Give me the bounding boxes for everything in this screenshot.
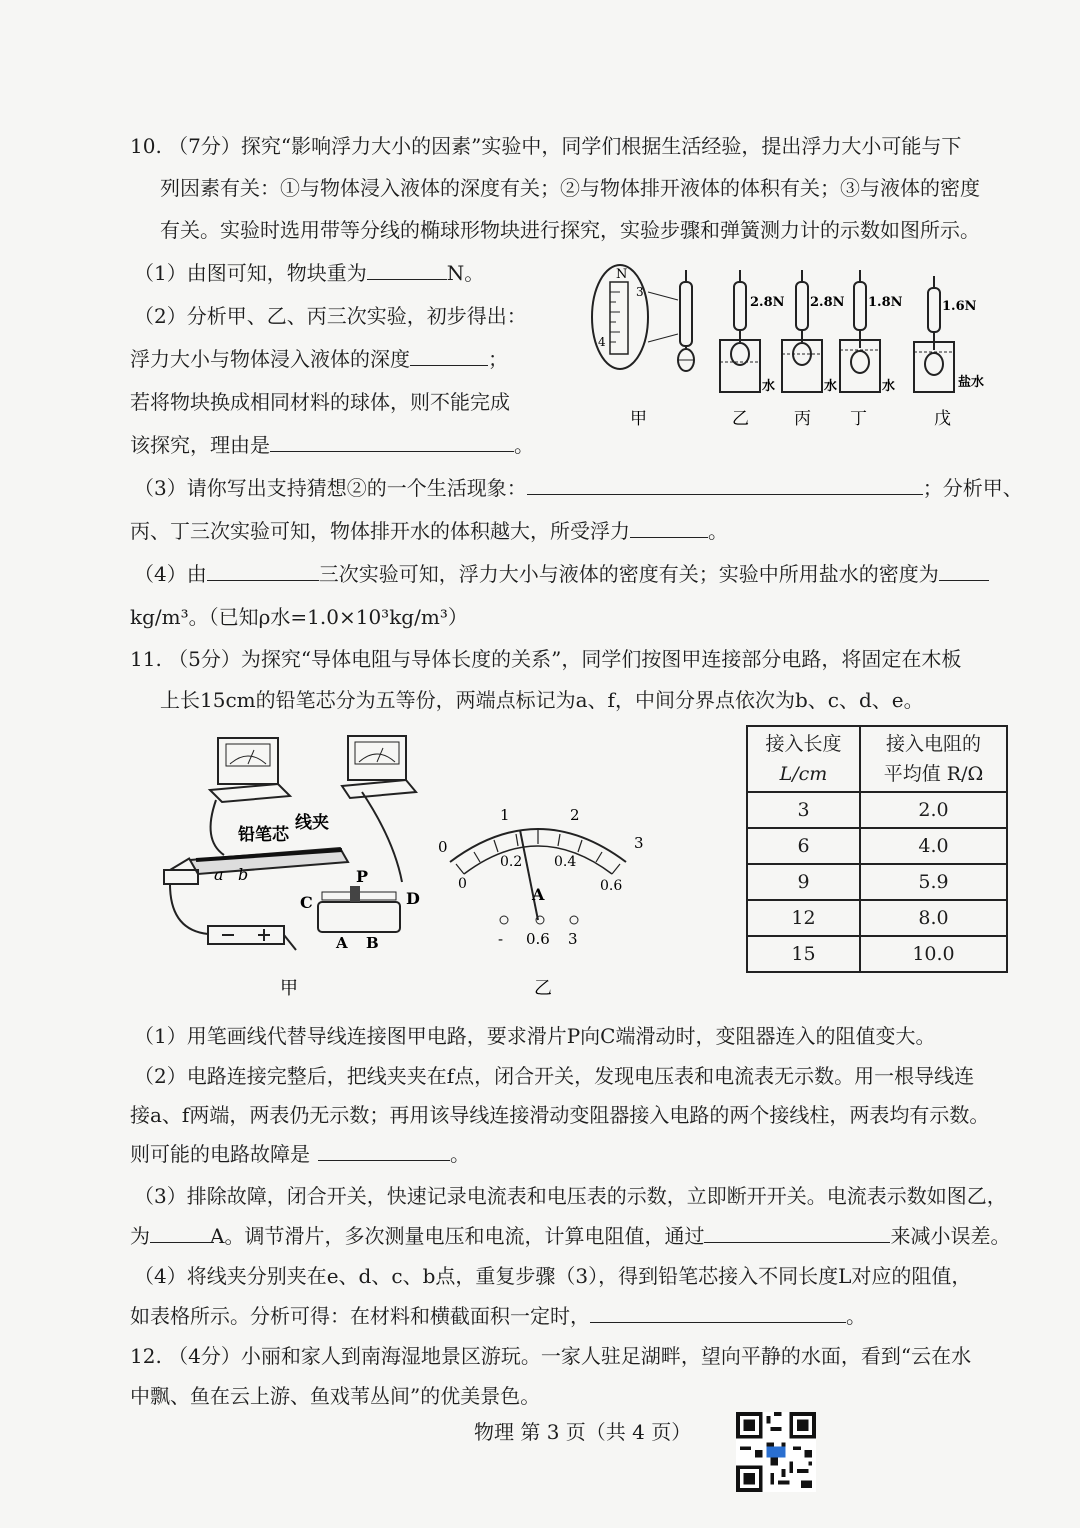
header-length bbox=[747, 726, 860, 792]
table-row bbox=[747, 936, 1007, 972]
answer-blank[interactable] bbox=[318, 1140, 450, 1161]
q11-part-4a: （4）将线夹分别夹在e、d、c、b点，重复步骤（3），得到铅笔芯接入不同长度L对应的阻值， bbox=[134, 1264, 972, 1288]
reading-wu: 1.6N bbox=[942, 299, 977, 314]
slider-p: P bbox=[356, 867, 369, 886]
label-yi: 乙 bbox=[732, 409, 749, 429]
dial-ticks bbox=[456, 830, 620, 874]
q11-line-1: 11. （5分）为探究“导体电阻与导体长度的关系”，同学们按图甲连接部分电路，将固定在木板 bbox=[130, 647, 962, 671]
bottom-tick-0: 0 bbox=[458, 876, 467, 892]
circuit-figure-jia bbox=[150, 730, 440, 1005]
header-length-line1: 接入长度 bbox=[765, 733, 842, 755]
scale-yi bbox=[720, 270, 785, 394]
q10-part-2a: （2）分析甲、乙、丙三次实验，初步得出： bbox=[134, 304, 527, 328]
q11-p2c-text: 则可能的电路故障是 bbox=[130, 1142, 310, 1166]
table-header-row bbox=[747, 726, 1007, 792]
reading-ding: 1.8N bbox=[868, 295, 903, 310]
unit-a: A bbox=[532, 885, 545, 904]
q11-part-4b bbox=[130, 1302, 866, 1330]
table-row bbox=[747, 900, 1007, 936]
top-tick-1: 1 bbox=[500, 806, 510, 824]
cell-length: 6 bbox=[747, 828, 860, 864]
q10-part-2c: 若将物块换成相同材料的球体，则不能完成 bbox=[130, 390, 510, 414]
label-wu: 戊 bbox=[934, 409, 951, 429]
q10-p2d-end: 。 bbox=[514, 433, 534, 457]
answer-blank[interactable] bbox=[939, 560, 989, 581]
answer-blank[interactable] bbox=[527, 474, 923, 495]
q11-p3b-text: 为 bbox=[130, 1224, 150, 1248]
q11-part-2c bbox=[130, 1140, 470, 1168]
answer-blank[interactable] bbox=[150, 1222, 210, 1243]
q10-part-3a bbox=[134, 474, 1023, 502]
terminal-neg-icon bbox=[500, 916, 508, 924]
spring-scale-magnified-view bbox=[592, 265, 678, 369]
table-row bbox=[747, 828, 1007, 864]
table-row bbox=[747, 864, 1007, 900]
figure-label-yi: 乙 bbox=[534, 978, 552, 999]
top-tick-3: 3 bbox=[634, 834, 644, 852]
header-res-line2: 平均值 R/Ω bbox=[883, 763, 984, 785]
cell-length: 15 bbox=[747, 936, 860, 972]
pencil-lead-label: 铅笔芯 bbox=[238, 825, 289, 845]
qr-code-icon bbox=[736, 1412, 816, 1492]
answer-blank[interactable] bbox=[630, 517, 708, 538]
cell-resistance: 4.0 bbox=[860, 828, 1007, 864]
header-res-line1: 接入电阻的 bbox=[885, 733, 981, 755]
scale-bing bbox=[782, 270, 845, 394]
point-a: a bbox=[214, 865, 224, 884]
label-jia: 甲 bbox=[630, 409, 647, 429]
cell-length: 12 bbox=[747, 900, 860, 936]
q10-p4a-mid: 三次实验可知，浮力大小与液体的密度有关；实验中所用盐水的密度为 bbox=[318, 562, 939, 586]
voltmeter-left bbox=[210, 738, 290, 802]
q10-part-4b: kg/m³。（已知ρ水=1.0×10³kg/m³） bbox=[130, 605, 468, 629]
q11-p3b-end: 来减小误差。 bbox=[890, 1224, 1011, 1248]
terminal-06: 0.6 bbox=[526, 930, 550, 948]
cell-resistance: 2.0 bbox=[860, 792, 1007, 828]
header-length-line2: L/cm bbox=[779, 763, 828, 785]
cell-length: 9 bbox=[747, 864, 860, 900]
q11-part-2b: 接a、f两端，两表仍无示数；再用该导线连接滑动变阻器接入电路的两个接线柱，两表均有示数。 bbox=[130, 1103, 990, 1127]
terminal-b: B bbox=[366, 934, 379, 952]
q10-p3a-text: （3）请你写出支持猜想②的一个生活现象： bbox=[134, 476, 527, 500]
battery bbox=[208, 926, 284, 944]
scale-jia bbox=[678, 270, 694, 371]
top-tick-2: 2 bbox=[570, 806, 580, 824]
answer-blank[interactable] bbox=[207, 560, 319, 581]
liquid-bing: 水 bbox=[824, 379, 838, 394]
header-resistance bbox=[860, 726, 1007, 792]
q10-p1-text: （1）由图可知，物块重为 bbox=[134, 261, 367, 285]
cell-resistance: 8.0 bbox=[860, 900, 1007, 936]
q10-part-3b bbox=[130, 517, 728, 545]
q10-line-2: 列因素有关：①与物体浸入液体的深度有关；②与物体排开液体的体积有关；③与液体的密度 bbox=[160, 176, 980, 200]
q10-part-1 bbox=[134, 259, 484, 287]
q11-p3b-mid: A。调节滑片，多次测量电压和电流，计算电阻值，通过 bbox=[210, 1224, 705, 1248]
label-ding: 丁 bbox=[850, 409, 867, 429]
terminal-neg: - bbox=[498, 930, 504, 948]
q10-part-2d bbox=[130, 431, 534, 459]
liquid-wu: 盐水 bbox=[958, 375, 985, 390]
q10-p3b-text: 丙、丁三次实验可知，物体排开水的体积越大，所受浮力 bbox=[130, 519, 630, 543]
answer-blank[interactable] bbox=[410, 345, 488, 366]
scale-mark-3: 3 bbox=[636, 285, 644, 299]
q10-p1-unit: N。 bbox=[446, 261, 485, 285]
page-footer: 物理 第 3 页（共 4 页） bbox=[474, 1420, 692, 1444]
terminal-3-icon bbox=[570, 916, 578, 924]
length-resistance-table bbox=[746, 725, 1008, 973]
q12-line-1: 12. （4分）小丽和家人到南海湿地景区游玩。一家人驻足湖畔，望向平静的水面，看到“云在水 bbox=[130, 1344, 972, 1368]
liquid-ding: 水 bbox=[882, 379, 896, 394]
terminal-a: A bbox=[336, 934, 348, 952]
scale-wu bbox=[914, 276, 984, 392]
q11-p4b-end: 。 bbox=[846, 1304, 866, 1328]
wire-clip-label: 线夹 bbox=[295, 813, 329, 833]
q11-part-3b bbox=[130, 1222, 1010, 1250]
q10-p2b-end: ； bbox=[488, 347, 508, 371]
bottom-tick-0-6: 0.6 bbox=[600, 878, 623, 894]
answer-blank[interactable] bbox=[704, 1222, 890, 1243]
ammeter-dial-yi bbox=[428, 800, 658, 1000]
q11-part-2a: （2）电路连接完整后，把线夹夹在f点，闭合开关，发现电压表和电流表无示数。用一根导线连 bbox=[134, 1064, 975, 1088]
figure-label-jia: 甲 bbox=[280, 978, 298, 999]
reading-bing: 2.8N bbox=[810, 295, 845, 310]
label-bing: 丙 bbox=[794, 409, 811, 429]
answer-blank[interactable] bbox=[590, 1302, 846, 1323]
q10-part-4a bbox=[134, 560, 989, 588]
q10-p3b-end: 。 bbox=[708, 519, 728, 543]
q11-p4b-text: 如表格所示。分析可得：在材料和横截面积一定时， bbox=[130, 1304, 590, 1328]
scale-mark-4: 4 bbox=[598, 335, 606, 349]
bottom-tick-0-2: 0.2 bbox=[500, 854, 523, 870]
q11-p2c-end: 。 bbox=[450, 1142, 470, 1166]
terminal-3: 3 bbox=[568, 930, 578, 948]
q10-line-1: 10. （7分）探究“影响浮力大小的因素”实验中，同学们根据生活经验，提出浮力大小可能与下 bbox=[130, 134, 962, 158]
terminal-c: C bbox=[300, 893, 313, 912]
q11-line-2: 上长15cm的铅笔芯分为五等份，两端点标记为a、f，中间分界点依次为b、c、d、e。 bbox=[160, 688, 924, 712]
q12-line-2: 中飘、鱼在云上游、鱼戏苇丛间”的优美景色。 bbox=[130, 1384, 541, 1408]
table-row bbox=[747, 792, 1007, 828]
cell-resistance: 5.9 bbox=[860, 864, 1007, 900]
q10-part-2b bbox=[130, 345, 508, 373]
top-tick-0: 0 bbox=[438, 838, 448, 856]
buoyancy-experiment-figure bbox=[590, 262, 1010, 437]
cell-length: 3 bbox=[747, 792, 860, 828]
bottom-tick-0-4: 0.4 bbox=[554, 854, 577, 870]
q10-p3a-end: ；分析甲、 bbox=[922, 476, 1023, 500]
cell-resistance: 10.0 bbox=[860, 936, 1007, 972]
terminal-d: D bbox=[406, 889, 420, 908]
scale-ding bbox=[840, 270, 903, 394]
dial-pointer bbox=[520, 830, 538, 920]
q10-p2b-text: 浮力大小与物体浸入液体的深度 bbox=[130, 347, 410, 371]
reading-yi: 2.8N bbox=[750, 295, 785, 310]
q10-p4a-text: （4）由 bbox=[134, 562, 207, 586]
answer-blank[interactable] bbox=[367, 259, 447, 280]
answer-blank[interactable] bbox=[270, 431, 514, 452]
q10-p2d-text: 该探究，理由是 bbox=[130, 433, 270, 457]
liquid-yi: 水 bbox=[762, 379, 776, 394]
point-b: b bbox=[238, 865, 249, 884]
rheostat bbox=[318, 886, 400, 932]
ammeter-right bbox=[342, 736, 416, 798]
q11-part-1: （1）用笔画线代替导线连接图甲电路，要求滑片P向C端滑动时，变阻器连入的阻值变大。 bbox=[134, 1024, 936, 1048]
scale-unit-label: N bbox=[616, 267, 628, 282]
q11-part-3a: （3）排除故障，闭合开关，快速记录电流表和电压表的示数，立即断开开关。电流表示数如图乙， bbox=[134, 1184, 1007, 1208]
q10-line-3: 有关。实验时选用带等分线的椭球形物块进行探究，实验步骤和弹簧测力计的示数如图所示。 bbox=[160, 218, 980, 242]
